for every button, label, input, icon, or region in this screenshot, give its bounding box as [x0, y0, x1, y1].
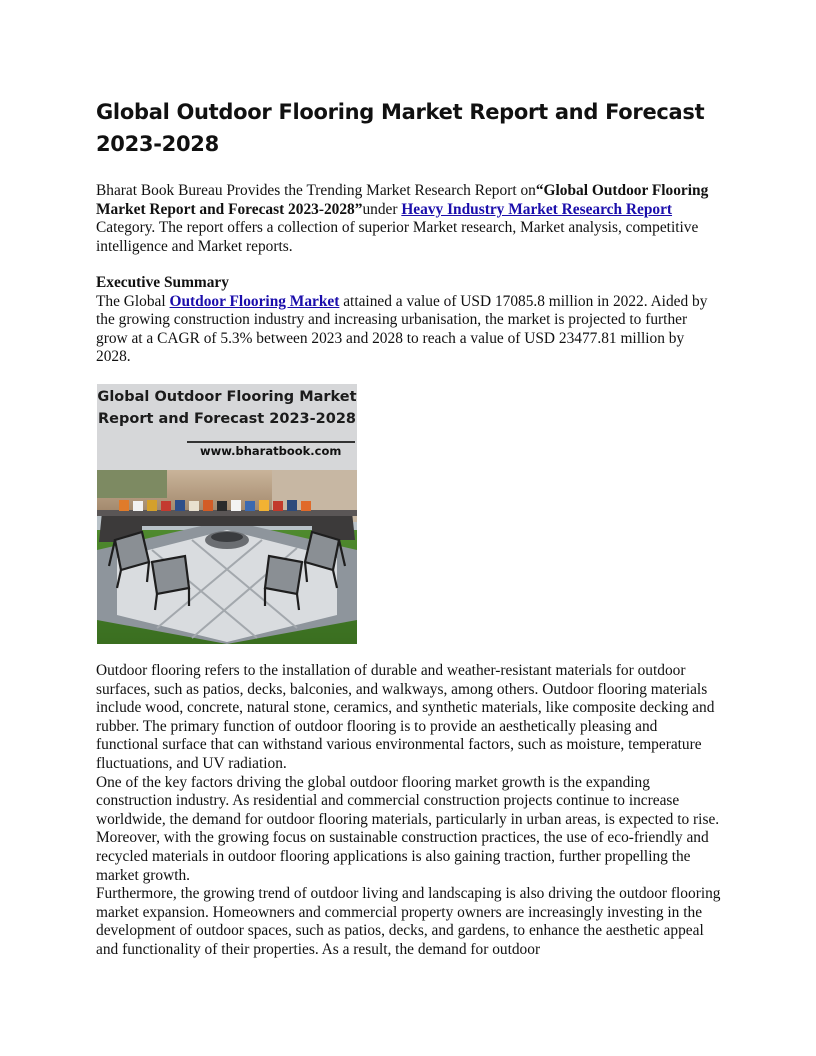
hedge	[97, 470, 167, 498]
patio-photo	[97, 470, 357, 644]
cover-header	[97, 384, 357, 470]
cover-title-line1: Global Outdoor Flooring Market	[97, 389, 357, 405]
exec-suffix: attained a value of USD 17085.8 million in 2022. Aided by the growing construction industry and increasing urbanisation, the market is projected to further grow at a CAGR of 5.3% between 2023 and 2028 to reach a value of USD 23477.81 million by 2028.	[96, 292, 708, 366]
cover-divider	[187, 441, 355, 443]
paragraph-1: Outdoor flooring refers to the installation of durable and weather-resistant materials for outdoor surfaces, such as patios, decks, balconies, and walkways, among others. Outdoor flooring materials include wood, concrete, natural stone, ceramics, and synthetic materials, like composite decking and rubber. The primary function of outdoor flooring is to provide an aesthetically pleasing and functional surface that can withstand various environmental factors, such as moisture, temperature fluctuations, and UV radiation.	[96, 662, 715, 772]
cover-title	[97, 386, 357, 430]
fire-pit-bowl	[211, 532, 243, 542]
report-name: “Global Outdoor Flooring Market Report and Forecast 2023-2028”	[96, 182, 709, 218]
executive-summary	[96, 274, 722, 367]
intro-paragraph	[96, 182, 722, 256]
page-title: Global Outdoor Flooring Market Report and Forecast 2023-2028	[96, 100, 705, 156]
cover-title-line2: Report and Forecast 2023-2028	[98, 411, 356, 427]
cover-url: www.bharatbook.com	[200, 444, 342, 458]
intro-under: under	[362, 200, 402, 218]
paragraph-3: Furthermore, the growing trend of outdoor living and landscaping is also driving the outdoor flooring market expansion. Homeowners and commercial property owners are increasingly investing in the development of outdoor spaces, such as patios, decks, and gardens, to enhance the aesthetic appeal and functionality of their properties. As a result, the demand for outdoor	[96, 885, 721, 958]
intro-prefix: Bharat Book Bureau Provides the Trending Market Research Report on	[96, 182, 536, 199]
exec-prefix: The Global	[96, 292, 170, 310]
intro-suffix: Category. The report offers a collection of superior Market research, Market analysis, competitive intelligence and Market reports.	[96, 219, 699, 255]
executive-summary-heading: Executive Summary	[96, 274, 229, 291]
category-link[interactable]: Heavy Industry Market Research Report	[401, 200, 673, 218]
body-paragraphs	[96, 662, 722, 960]
market-link[interactable]: Outdoor Flooring Market	[169, 292, 340, 310]
paragraph-2: One of the key factors driving the global outdoor flooring market growth is the expanding construction industry. As residential and commercial construction projects continue to increase worldwide, the demand for outdoor flooring materials, particularly in urban areas, is expected to rise. Moreover, with the growing focus on sustainable construction practices, the use of eco-friendly and recycled materials in outdoor flooring applications is also gaining traction, further propelling the market growth.	[96, 773, 720, 884]
report-cover-image	[97, 384, 357, 644]
